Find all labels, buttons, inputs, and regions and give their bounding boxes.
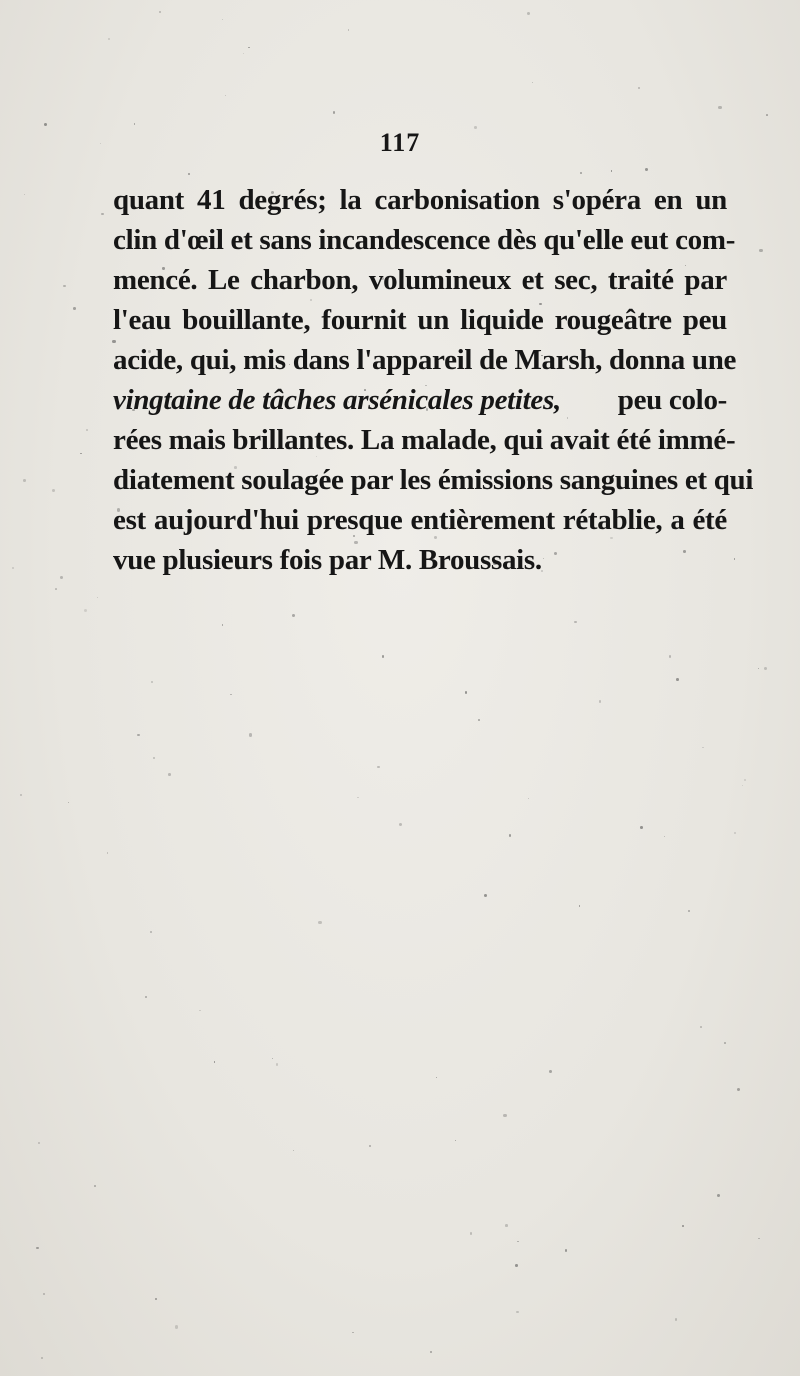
paper-speckle xyxy=(199,1010,200,1011)
paper-speckle xyxy=(718,106,721,109)
paper-speckle xyxy=(249,733,252,736)
paper-speckle xyxy=(80,453,81,454)
paper-speckle xyxy=(101,213,104,216)
paper-speckle xyxy=(382,655,384,657)
paper-speckle xyxy=(243,53,244,54)
paper-speckle xyxy=(599,700,601,702)
paper-speckle xyxy=(41,1357,43,1359)
body-text xyxy=(113,180,754,580)
paper-speckle xyxy=(465,691,468,694)
paper-speckle xyxy=(640,826,643,829)
paper-speckle xyxy=(175,1325,178,1328)
paper-speckle xyxy=(151,681,153,683)
paper-speckle xyxy=(159,11,160,12)
text-line: acide, qui, mis dans l'appareil de Marsh, donna une xyxy=(113,344,737,376)
paper-speckle xyxy=(509,834,512,837)
paper-speckle xyxy=(225,95,226,96)
paper-speckle xyxy=(86,429,88,431)
paper-speckle xyxy=(44,123,47,126)
paper-speckle xyxy=(36,1247,39,1250)
paper-speckle xyxy=(505,1224,508,1227)
paper-speckle xyxy=(515,1264,518,1267)
text-line: l'eau bouillante, fournit un liquide rougeâtre peu xyxy=(113,304,727,336)
paper-speckle xyxy=(168,773,171,776)
paper-speckle xyxy=(348,29,350,31)
page-number: 117 xyxy=(379,128,421,157)
text-line: clin d'œil et sans incandescence dès qu'elle eut com- xyxy=(113,224,736,256)
paper-speckle xyxy=(145,996,147,998)
text-line-italic xyxy=(113,380,727,420)
paper-speckle xyxy=(63,285,65,287)
paper-speckle xyxy=(73,307,76,310)
text-line: est aujourd'hui presque entièrement rétablie, a été xyxy=(113,504,727,536)
paper-speckle xyxy=(759,249,762,252)
paper-speckle xyxy=(107,852,108,853)
paper-speckle xyxy=(248,47,250,49)
text-line: vue plusieurs fois par M. Broussais. xyxy=(113,544,542,576)
paper-speckle xyxy=(579,905,580,906)
paper-speckle xyxy=(23,479,26,482)
paper-speckle xyxy=(676,678,679,681)
paper-speckle xyxy=(470,1232,473,1235)
paper-speckle xyxy=(688,910,690,912)
paper-speckle xyxy=(702,747,704,749)
paper-speckle xyxy=(38,1142,40,1144)
paper-speckle xyxy=(516,1311,519,1314)
paper-speckle xyxy=(724,1042,726,1044)
text-line: quant 41 degrés; la carbonisation s'opéra en un xyxy=(113,184,727,216)
paper-speckle xyxy=(574,621,577,624)
paper-speckle xyxy=(549,1070,552,1073)
paper-speckle xyxy=(517,1241,518,1242)
paper-speckle xyxy=(758,668,759,669)
paper-speckle xyxy=(700,1026,702,1028)
paper-speckle xyxy=(484,894,487,897)
italic-phrase: vingtaine de tâches arsénicales petites, xyxy=(113,384,561,416)
paper-speckle xyxy=(276,1063,278,1065)
paper-speckle xyxy=(717,1194,720,1197)
paper-speckle xyxy=(272,1058,273,1059)
paper-speckle xyxy=(682,1225,684,1227)
paper-speckle xyxy=(150,931,152,933)
roman-phrase: peu colo- xyxy=(617,384,727,416)
text-line: diatement soulagée par les émissions sanguines et qui xyxy=(113,464,754,496)
text-line: mencé. Le charbon, volumineux et sec, traité par xyxy=(113,264,727,296)
text-line: rées mais brillantes. La malade, qui avait été immé- xyxy=(113,424,736,456)
paper-speckle xyxy=(153,757,155,759)
paper-speckle xyxy=(333,111,335,113)
paper-speckle xyxy=(436,1077,437,1078)
paper-speckle xyxy=(134,123,135,124)
paper-speckle xyxy=(94,1185,96,1187)
paper-speckle xyxy=(503,1114,506,1117)
